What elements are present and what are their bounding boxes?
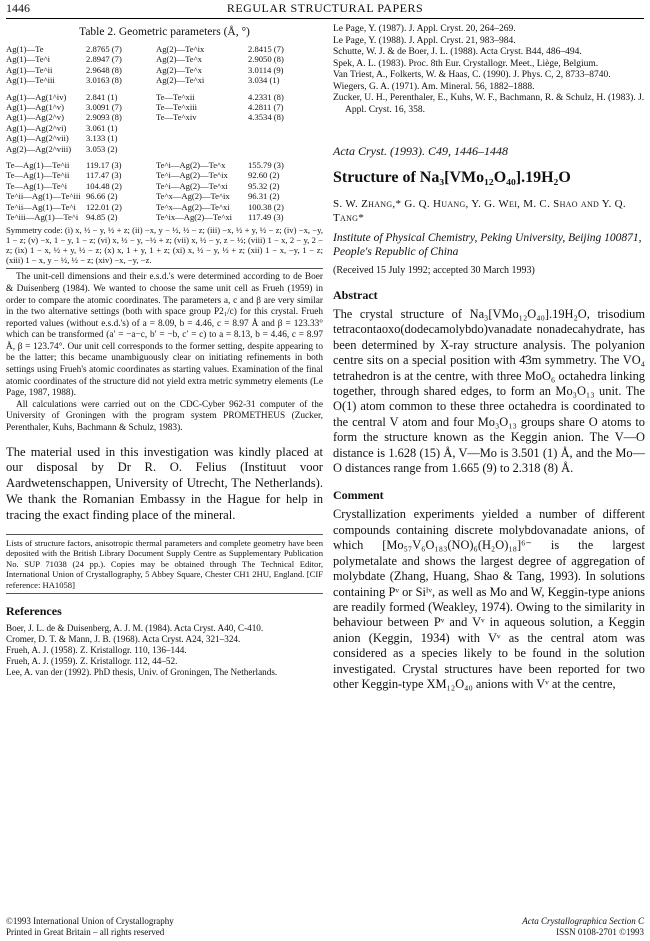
table-cell: Te—Te^xii — [156, 91, 195, 102]
table-cell: 119.17 (3) — [86, 160, 122, 171]
reference-entry: Zucker, U. H., Perenthaler, E., Kuhs, W. F., Bachmann, R. & Schulz, H. (1983). J. Appl. Cryst. 16, 358. — [333, 93, 645, 115]
table-cell: Ag(1)—Ag(2^vi) — [6, 122, 67, 133]
table-cell: Ag(1)—Ag(2^v) — [6, 112, 64, 123]
table-cell: Te—Te^xiv — [156, 112, 197, 123]
symmetry-code: Symmetry code: (i) x, ½ − y, ½ + z; (ii) −x, y − ½, ½ − z; (iii) −x, ½ + y, ½ − z; (iv) −x, −y, 1 − z; (v) −x, 1 − y, 1 − z; (vi) x, ½ − y, −½ + z; (vii) x, ½ − y, z − ½; (viii) 1 − x, 2 − y, 2 − z; (ix) 1 − x, ½ + y, ½ − z; (x) x, 1 + y, 1 + z; (xi) x, ½ − y, ½ + z; (xii) 1 − x, −y, 1 − z; (xiii) 1 − x, y − ½, ½ − z; (xiv) −x, −y, −z. — [6, 224, 323, 266]
table-cell: 2.9648 (8) — [86, 64, 122, 75]
table-cell — [248, 133, 323, 143]
footer-right — [522, 916, 644, 938]
reference-entry: Spek, A. L. (1983). Proc. 8th Eur. Crystallogr. Meet., Liège, Belgium. — [333, 58, 599, 69]
table-row — [6, 65, 323, 75]
table-cell: Ag(2)—Te^x — [156, 64, 202, 75]
table-cell: 2.8765 (7) — [86, 44, 122, 54]
table-cell: Te^i—Ag(2)—Te^x — [156, 160, 226, 171]
reference-entry: Le Page, Y. (1988). J. Appl. Cryst. 21, 983–984. — [333, 35, 516, 46]
table-cell: 94.85 (2) — [86, 212, 118, 223]
table-cell: 117.49 (3) — [248, 212, 284, 223]
table-cell: Ag(1)—Te^iii — [6, 75, 55, 86]
table-cell: Te^i—Ag(2)—Te^ix — [156, 170, 228, 181]
comment-heading: Comment — [333, 488, 384, 503]
table-cell: 117.47 (3) — [86, 170, 122, 181]
table-cell — [248, 144, 323, 154]
table-cell: 2.9050 (8) — [248, 54, 284, 65]
table-cell: 3.053 (2) — [86, 143, 118, 154]
paragraph: The unit-cell dimensions and their e.s.d.'s were determined according to de Boer & Duisenberg (1984). We wanted to choose the same unit cell as Frueh (1959) in order to compare the atomic coordinates. The parameters a, c and β are very similar in the two alternative settings (both with space group P2₁/c) for this crystal. Frueh reported values (without e.s.d.'s) of a = 8.09, b = 4.46, c = 8.97 Å and β = 123.33° which can be transformed (a′ = −a−c, b′ = −b, c′ = c) to a = 8.13, b = 4.46, c = 8.97 Å, β = 123.74°. Our unit cell corresponds to the former setting, despite appearing to be the latter; this became unambiguously clear on initiating refinements in both settings using Frueh's atomic coordinates as starting values. Examination of the final atomic coordinates of the structure did not yield extra metric symmetry elements (Le Page, 1987, 1988). — [6, 272, 323, 399]
table-cell: 2.8415 (7) — [248, 44, 284, 54]
table-cell: Ag(1)—Ag(1^v) — [6, 102, 64, 113]
left-column — [6, 24, 323, 941]
reference-entry: Boer, J. L. de & Duisenberg, A. J. M. (1984). Acta Cryst. A40, C-410. — [6, 623, 264, 634]
table-cell: 2.841 (1) — [86, 91, 118, 102]
table-row — [6, 181, 323, 191]
table-cell: Te^ii—Ag(1)—Te^iii — [6, 191, 81, 202]
reference-entry: Frueh, A. J. (1958). Z. Kristallogr. 110, 136–144. — [6, 645, 187, 656]
table-cell: 92.60 (2) — [248, 170, 280, 181]
table-cell: Te—Te^xiii — [156, 102, 198, 113]
table-cell: 96.31 (2) — [248, 191, 280, 202]
paragraph: All calculations were carried out on the CDC-Cyber 962-31 computer of the University of Groningen with the program system PROMETHEUS (Zucker, Perenthaler, Kuhs, Bachmann & Schulz, 1983). — [6, 399, 323, 434]
table-row — [6, 202, 323, 212]
table-cell: Te^i—Ag(2)—Te^xi — [156, 180, 228, 191]
table-cell: 104.48 (2) — [86, 180, 122, 191]
table-cell: Te^x—Ag(2)—Te^ix — [156, 191, 230, 202]
table-cell: Te^ii—Ag(1)—Te^i — [6, 201, 76, 212]
page-number: 1446 — [6, 1, 30, 15]
received-dates: (Received 15 July 1992; accepted 30 March 1993) — [333, 265, 535, 276]
table-cell: 4.2331 (8) — [248, 91, 284, 102]
table-cell: 3.034 (1) — [248, 75, 280, 86]
geometric-parameters-table — [6, 44, 323, 223]
table-caption: Table 2. Geometric parameters (Å, °) — [79, 26, 250, 38]
table-cell: 3.133 (1) — [86, 133, 118, 144]
reference-entry: Wiegers, G. A. (1971). Am. Mineral. 56, 1882–1888. — [333, 81, 535, 92]
abstract-text: The crystal structure of Na₃[VMo₁₂O₄₀].19H₂O, trisodium tetracontaoxo(dodecamolybdo)vanadate nonadecahydrate, has been determined by X-ray structure analysis. The polyanion centre sits on a special position with 4̄3m symmetry. The VO₄ tetrahedron is at the centre, with three MoO₆ octahedra linking together, through shared edges, to form an Mo₃O₁₃ unit. The O(1) atom common to these three octahedra is coordinated to the central V atom and four Mo₃O₁₃ groups share O atoms to form the structure known as the Keggin anion. The V—O distance is 1.628 (15) Å, V—Mo is 3.501 (1) Å, and the Mo—O distances range from 1.665 (9) to 2.318 (8) Å. — [333, 307, 645, 476]
table-cell — [248, 123, 323, 133]
authors: S. W. Zhang,* G. Q. Huang, Y. G. Wei, M. C. Shao and Y. Q. Tang* — [333, 198, 626, 224]
table-row — [6, 123, 323, 133]
journal-section-title: REGULAR STRUCTURAL PAPERS — [226, 1, 424, 15]
reference-entry: Le Page, Y. (1987). J. Appl. Cryst. 20, 264–269. — [333, 24, 516, 34]
deposition-note: Lists of structure factors, anisotropic thermal parameters and complete geometry have been deposited with the British Library Document Supply Centre as Supplementary Publication No. SUP 71038 (24 pp.). Copies may be obtained through The Technical Editor, International Union of Crystallography, 5 Abbey Square, Chester CH1 2HU, England. [CIF reference: HA1058] — [6, 534, 323, 595]
table-row — [6, 44, 323, 54]
table-cell: 4.3534 (8) — [248, 112, 284, 123]
table-cell: Ag(2)—Te^xi — [156, 75, 205, 86]
table-cell: 96.66 (2) — [86, 191, 118, 202]
table-cell: Ag(1)—Te^i — [6, 54, 51, 65]
table-row — [6, 144, 323, 154]
table-cell: 3.0091 (7) — [86, 102, 122, 113]
reference-entry: Frueh, A. J. (1959). Z. Kristallogr. 112, 44–52. — [6, 656, 178, 667]
reference-entry: Van Triest, A., Folkerts, W. & Haas, C. (1990). J. Phys. C, 2, 8733–8740. — [333, 70, 611, 80]
references-list-continued — [333, 24, 645, 116]
table-cell: 4.2811 (7) — [248, 102, 284, 113]
table-cell: Ag(2)—Te^ix — [156, 44, 205, 54]
footer-left — [6, 916, 174, 938]
table-cell: Te^iii—Ag(1)—Te^i — [6, 212, 79, 223]
table-cell — [156, 133, 248, 143]
table-cell: 155.79 (3) — [248, 160, 284, 171]
table-row — [6, 112, 323, 122]
table-cell: Te—Ag(1)—Te^ii — [6, 170, 70, 181]
table-cell: 2.8947 (7) — [86, 54, 122, 65]
table-cell: Ag(1)—Te^ii — [6, 64, 53, 75]
table-cell: Ag(2)—Ag(2^viii) — [6, 143, 72, 154]
running-header — [6, 0, 644, 19]
table-row — [6, 75, 323, 85]
printed-note: Printed in Great Britain – all rights reserved — [6, 927, 165, 937]
table-row — [6, 160, 323, 170]
table-row — [6, 212, 323, 222]
acknowledgement: The material used in this investigation was kindly placed at our disposal by Dr R. O. Felius (Instituut voor Aardwetenschappen, University of Utrecht, The Netherlands). We thank the Romanian Embassy in the Hague for help in tracing the exact finding place of the mineral. — [6, 444, 323, 522]
issn: ISSN 0108-2701 ©1993 — [556, 927, 644, 937]
table-cell: Te—Ag(1)—Te^ii — [6, 160, 70, 171]
table-cell: 2.9093 (8) — [86, 112, 122, 123]
reference-entry: Lee, A. van der (1992). PhD thesis, Univ. of Groningen, The Netherlands. — [6, 667, 278, 678]
table-cell: Te^ix—Ag(2)—Te^xi — [156, 212, 233, 223]
table-row — [6, 170, 323, 180]
right-column — [333, 24, 645, 941]
table-row — [6, 92, 323, 102]
table-cell — [156, 123, 248, 133]
journal-name: Acta Crystallographica Section C — [522, 916, 644, 926]
abstract-heading: Abstract — [333, 288, 378, 302]
table-row — [6, 102, 323, 112]
table-cell: 3.061 (1) — [86, 122, 118, 133]
table-cell: 95.32 (2) — [248, 180, 280, 191]
table-row — [6, 191, 323, 201]
divider — [6, 268, 323, 269]
table-row — [6, 54, 323, 64]
table-cell: Ag(2)—Te^x — [156, 54, 202, 65]
references-heading: References — [6, 604, 62, 619]
table-cell: Te^x—Ag(2)—Te^xi — [156, 201, 230, 212]
table-cell: Ag(1)—Ag(1^iv) — [6, 91, 67, 102]
copyright: ©1993 International Union of Crystallography — [6, 916, 174, 926]
table-cell: Ag(1)—Ag(2^vii) — [6, 133, 69, 144]
article-title: Structure of Na₃[VMo₁₂O₄₀].19H₂O — [333, 169, 571, 186]
reference-entry: Cromer, D. T. & Mann, J. B. (1968). Acta Cryst. A24, 321–324. — [6, 634, 241, 645]
table-row — [6, 133, 323, 143]
references-list — [6, 623, 323, 678]
reference-entry: Schutte, W. J. & de Boer, J. L. (1988). Acta Cryst. B44, 486–494. — [333, 47, 582, 57]
article-citation: Acta Cryst. (1993). C49, 1446–1448 — [333, 144, 508, 158]
comment-text: Crystallization experiments yielded a number of different compounds containing discrete molybdovanadate anions, of which [Mo₅₇V₆O₁₈₃(NO)₆(H₂O)₁₈]⁶⁻ is the largest polymetalate and shows the largest degree of aggregation of molybdate (Zhang, Huang, Shao & Tang, 1993). In solutions containing Pᵛ or Siᴵᵛ, as well as Mo and W, Keggin-type anions are readily formed (Weakley, 1974). Owing to the similarity in behaviour between Pᵛ and Vᵛ in aqueous solution, a Keggin anion (Keggin, 1934) with Vᵛ as the central atom was considered as a species likely to be found in the solution investigated. Crystal structures have been reported for two other Keggin-type XM₁₂O₄₀ anions with Vᵛ at the centre, — [333, 507, 645, 691]
table-cell: 3.0163 (8) — [86, 75, 122, 86]
table-cell: Te—Ag(1)—Te^i — [6, 180, 68, 191]
table-cell: 100.38 (2) — [248, 201, 284, 212]
table-cell — [156, 144, 248, 154]
table-cell: 3.0114 (9) — [248, 64, 284, 75]
table-cell: 122.01 (2) — [86, 201, 122, 212]
table-cell: Ag(1)—Te — [6, 44, 44, 54]
affiliation: Institute of Physical Chemistry, Peking University, Beijing 100871, People's Republic of China — [333, 232, 642, 258]
